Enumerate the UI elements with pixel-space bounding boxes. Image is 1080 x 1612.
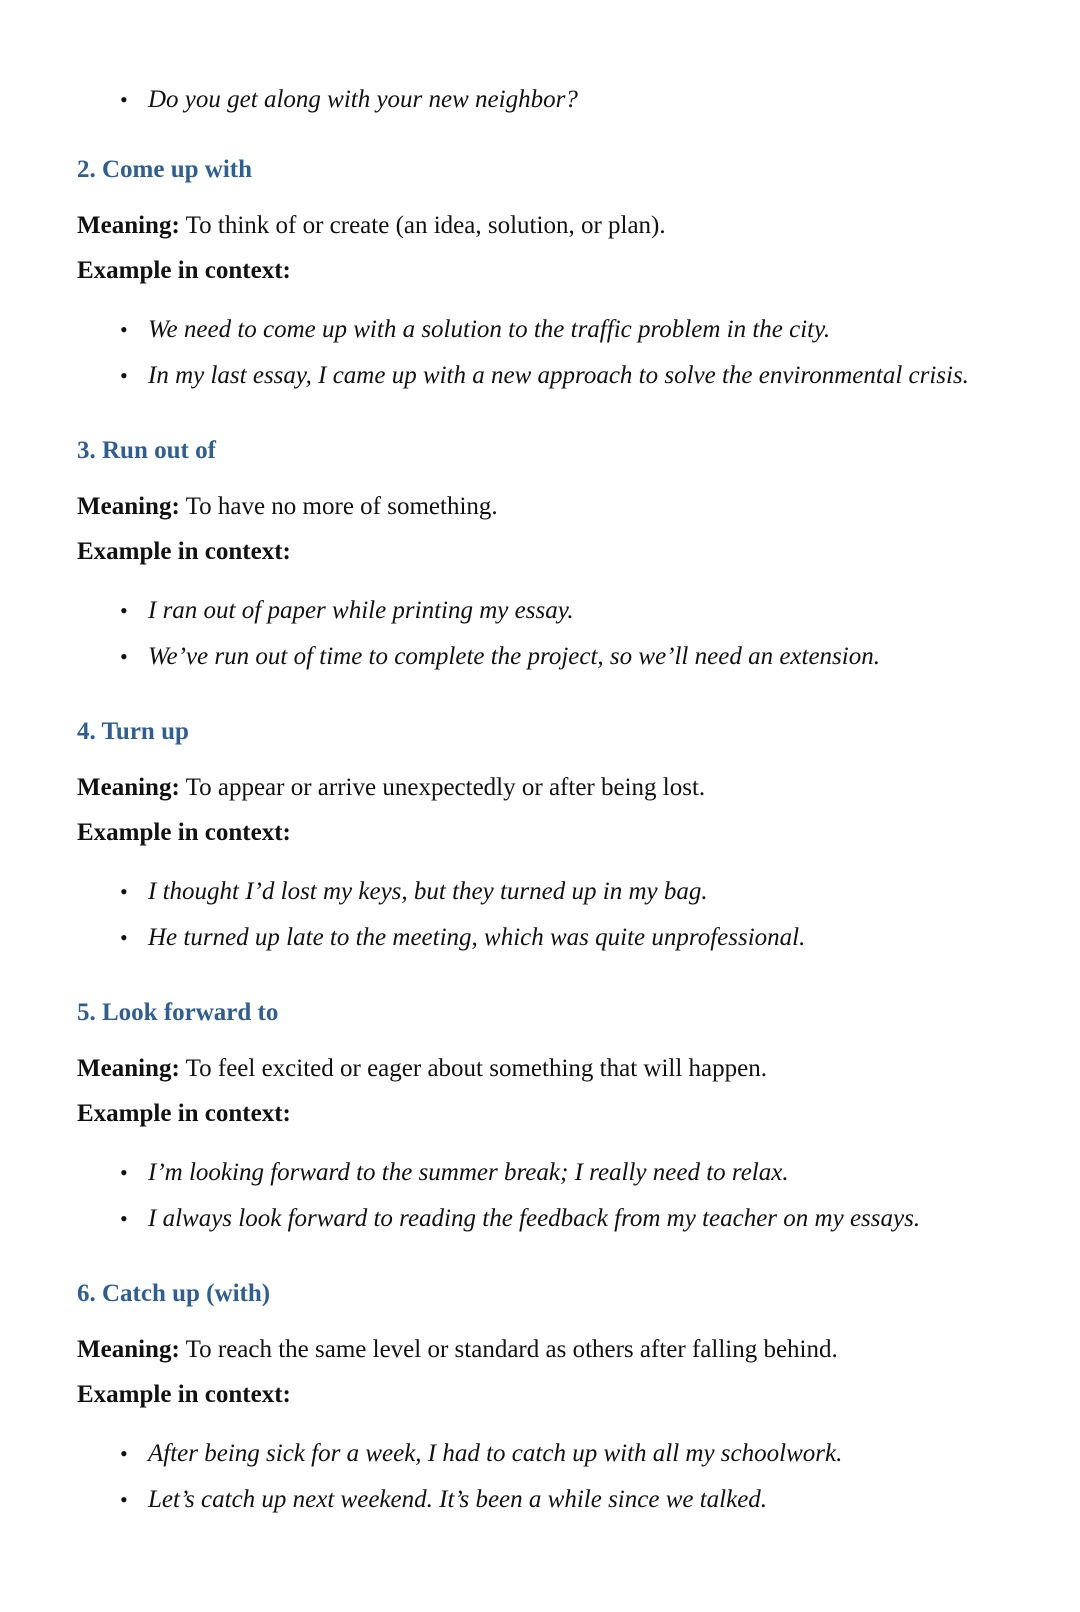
section-heading: 3. Run out of (77, 437, 216, 464)
phrasal-verb-section (77, 716, 1057, 961)
example-text: After being sick for a week, I had to catch up with all my schoolwork. (148, 1440, 843, 1467)
meaning-text: To have no more of something. (185, 493, 498, 520)
bullet-icon: • (120, 317, 128, 342)
example-text: Do you get along with your new neighbor? (148, 86, 578, 113)
list-item (120, 1196, 1057, 1242)
phrasal-verb-section (77, 997, 1057, 1242)
list-item (120, 307, 1057, 353)
example-list (120, 588, 1057, 680)
example-text: We’ve run out of time to complete the project, so we’ll need an extension. (148, 643, 880, 670)
bullet-icon: • (120, 1441, 128, 1466)
example-list (120, 307, 1057, 399)
bullet-icon: • (120, 879, 128, 904)
list-item (120, 588, 1057, 634)
list-item (120, 915, 1057, 961)
phrasal-verb-section (77, 1278, 1057, 1523)
bullet-icon: • (120, 644, 128, 669)
list-item (120, 1150, 1057, 1196)
list-item (120, 1431, 1057, 1477)
example-list (120, 869, 1057, 961)
meaning-text: To reach the same level or standard as others after falling behind. (185, 1336, 838, 1363)
meaning-line (77, 210, 1057, 242)
example-label: Example in context: (77, 1100, 291, 1127)
bullet-icon: • (120, 1487, 128, 1512)
section-heading: 4. Turn up (77, 718, 189, 745)
meaning-label: Meaning: (77, 1336, 180, 1363)
meaning-label: Meaning: (77, 493, 180, 520)
meaning-text: To think of or create (an idea, solution, or plan). (185, 212, 666, 239)
bullet-icon: • (120, 1160, 128, 1185)
meaning-line (77, 772, 1057, 804)
example-label: Example in context: (77, 538, 291, 565)
meaning-text: To feel excited or eager about something that will happen. (185, 1055, 767, 1082)
list-item (120, 634, 1057, 680)
bullet-icon: • (120, 363, 128, 388)
example-label: Example in context: (77, 819, 291, 846)
bullet-icon: • (120, 87, 128, 112)
meaning-line (77, 1334, 1057, 1366)
meaning-text: To appear or arrive unexpectedly or after being lost. (185, 774, 706, 801)
example-label: Example in context: (77, 257, 291, 284)
example-text: I ran out of paper while printing my essay. (148, 597, 574, 624)
meaning-line (77, 1053, 1057, 1085)
bullet-icon: • (120, 1206, 128, 1231)
example-text: We need to come up with a solution to the traffic problem in the city. (148, 316, 831, 343)
example-text: In my last essay, I came up with a new approach to solve the environmental crisis. (148, 362, 969, 389)
phrasal-verb-section (77, 154, 1057, 399)
bullet-icon: • (120, 598, 128, 623)
section-heading: 2. Come up with (77, 156, 253, 183)
list-item (120, 353, 1057, 399)
meaning-label: Meaning: (77, 212, 180, 239)
phrasal-verb-section (77, 435, 1057, 680)
example-text: I’m looking forward to the summer break; I really need to relax. (148, 1159, 789, 1186)
section-heading: 6. Catch up (with) (77, 1280, 271, 1307)
example-text: I always look forward to reading the feedback from my teacher on my essays. (148, 1205, 921, 1232)
meaning-line (77, 491, 1057, 523)
list-item (120, 77, 578, 123)
meaning-label: Meaning: (77, 1055, 180, 1082)
example-text: Let’s catch up next weekend. It’s been a while since we talked. (148, 1486, 768, 1513)
section-heading: 5. Look forward to (77, 999, 279, 1026)
list-item (120, 869, 1057, 915)
example-list (120, 1431, 1057, 1523)
bullet-icon: • (120, 925, 128, 950)
example-list (120, 1150, 1057, 1242)
intro-example-list (120, 77, 578, 123)
example-label: Example in context: (77, 1381, 291, 1408)
example-text: He turned up late to the meeting, which was quite unprofessional. (148, 924, 806, 951)
meaning-label: Meaning: (77, 774, 180, 801)
example-text: I thought I’d lost my keys, but they turned up in my bag. (148, 878, 708, 905)
list-item (120, 1477, 1057, 1523)
